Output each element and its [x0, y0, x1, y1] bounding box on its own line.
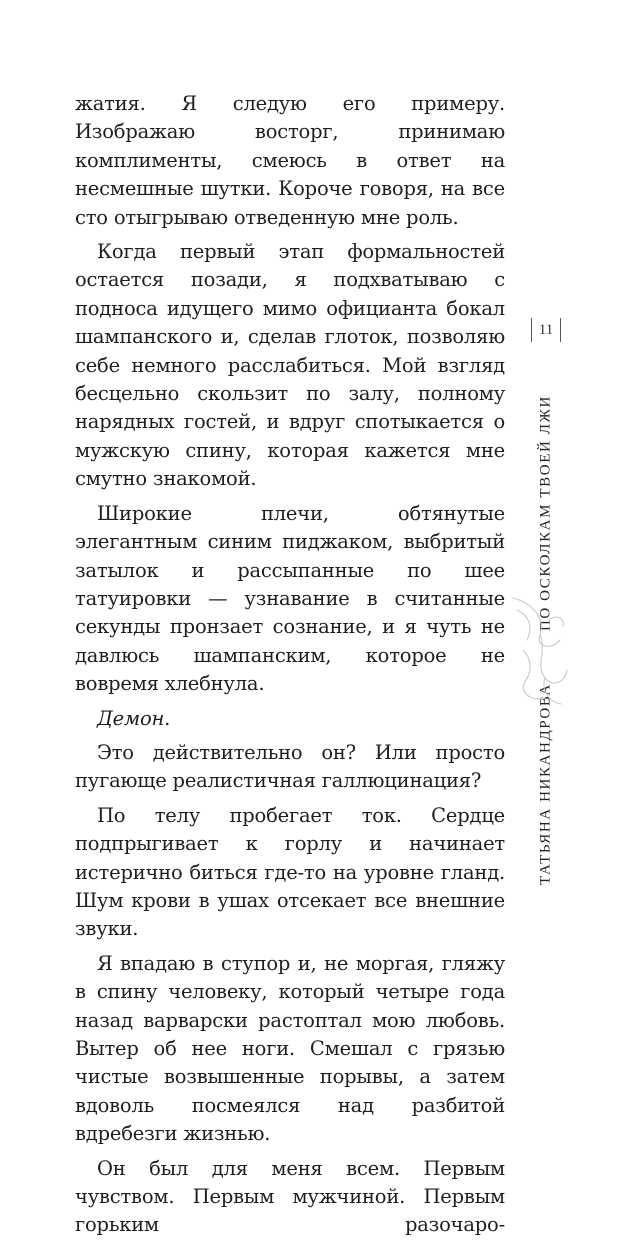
- body-text: [75, 90, 505, 1246]
- decorative-ornament-icon: [505, 590, 575, 710]
- running-head-author: ТАТЬЯНА НИКАНДРОВА: [537, 683, 554, 885]
- paragraph: Это действительно он? Или просто пугающе реалистичная галлюцинация?: [75, 740, 505, 793]
- running-head-title: ПО ОСКОЛКАМ ТВОЕЙ ЛЖИ: [537, 395, 554, 632]
- paragraph: Когда первый этап формальностей остается позади, я подхватываю с подноса идущего мимо официанта бокал шампанского и, сделав глоток, позволяю себе немного расслабиться. Мой взгляд бесцельно скользит по залу, полному нарядных гостей, и вдруг спотыкается о мужскую спину, которая кажется мне смутно знакомой.: [75, 240, 505, 491]
- page-number: 11: [531, 318, 561, 342]
- paragraph: По телу пробегает ток. Сердце подпрыгивает к горлу и начинает истерично биться где-то на уровне гланд. Шум крови в ушах отсекает все внешние звуки.: [75, 803, 505, 941]
- paragraph: жатия. Я следую его примеру. Изображаю восторг, принимаю комплименты, смеюсь в ответ на несмешные шутки. Короче говоря, на все сто отыгрываю отведенную мне роль.: [75, 92, 505, 229]
- paragraph: Широкие плечи, обтянутые элегантным синим пиджаком, выбритый затылок и рассыпанные по шее татуировки — узнавание в считанные секунды пронзает сознание, и я чуть не давлюсь шампанским, которое не вовремя хлебнула.: [75, 501, 505, 696]
- paragraph-italic: Демон.: [97, 706, 171, 730]
- paragraph: Я впадаю в ступор и, не моргая, гляжу в спину человеку, который четыре года назад варварски растоптал мою любовь. Вытер об нее ноги. Смешал с грязью чистые возвышенные порывы, а затем вдоволь посмеялся над разбитой вдребезги жизнью.: [75, 951, 505, 1146]
- paragraph: Он был для меня всем. Первым чувством. Первым мужчиной. Первым горьким разочаро-: [75, 1156, 505, 1237]
